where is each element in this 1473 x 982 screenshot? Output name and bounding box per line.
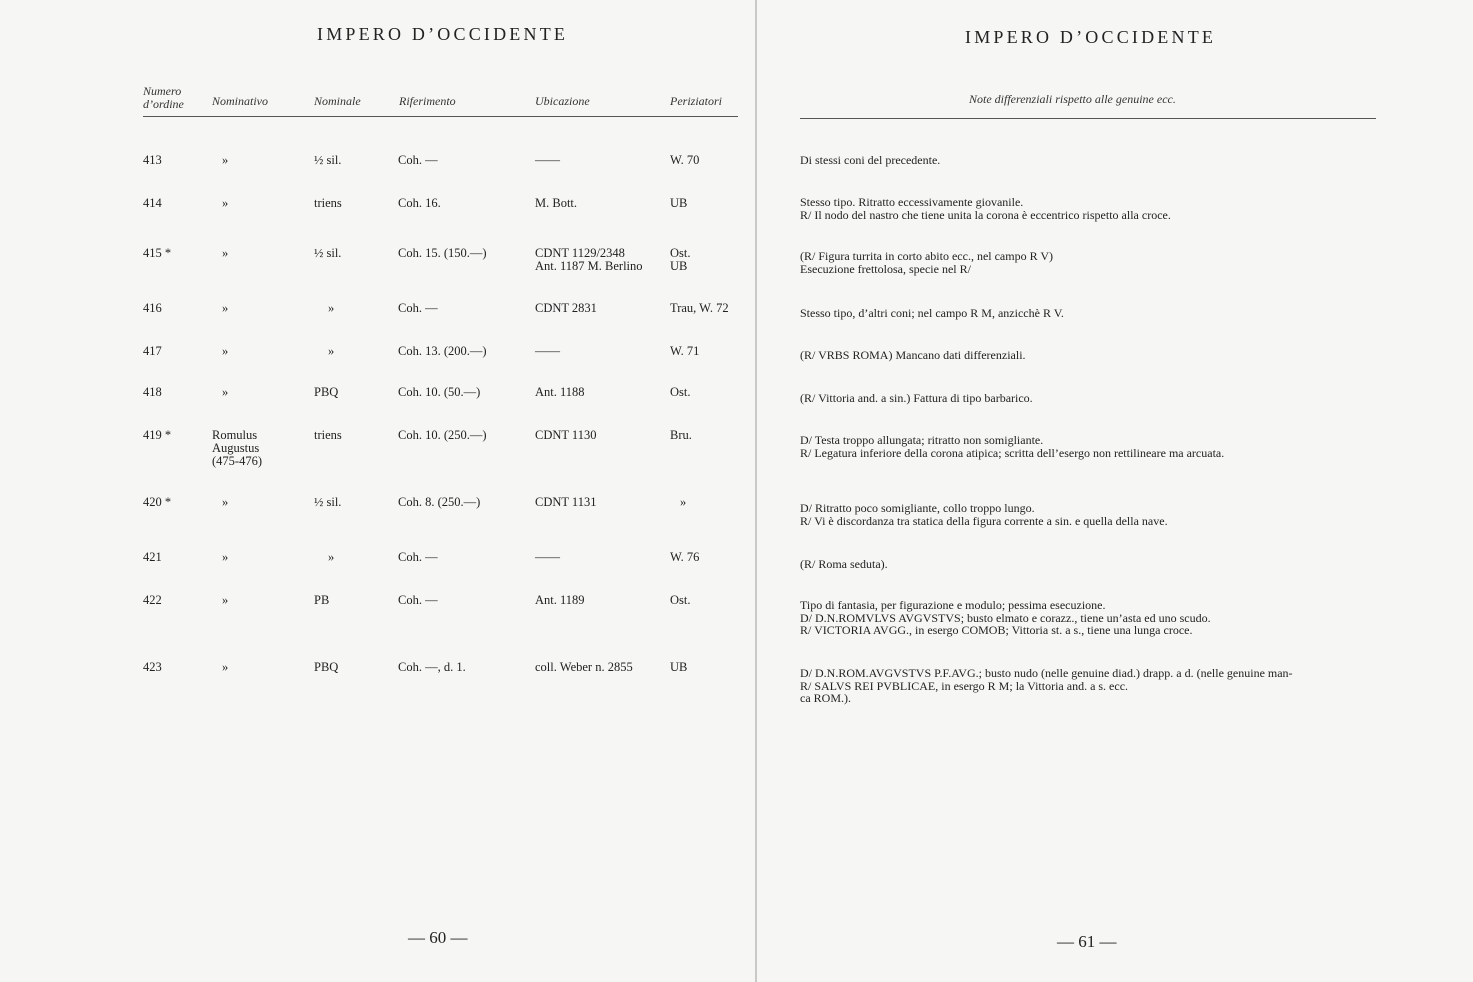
note-item: (R/ Vittoria and. a sin.) Fattura di tipo barbarico. <box>800 391 1033 405</box>
cell-experts: Ost. <box>670 593 691 607</box>
cell-reference: Coh. — <box>398 153 438 167</box>
header-rule <box>800 118 1376 119</box>
cell-location: CDNT 1130 <box>535 428 597 442</box>
cell-denomination: ½ sil. <box>314 246 342 260</box>
cell-location: CDNT 2831 <box>535 301 597 315</box>
cell-experts: Ost. <box>670 385 691 399</box>
cell-number: 413 <box>143 153 162 167</box>
cell-location: coll. Weber n. 2855 <box>535 660 633 674</box>
cell-name: Romulus Augustus (475-476) <box>212 428 262 468</box>
cell-number: 419 * <box>143 428 172 442</box>
cell-name: » <box>222 344 229 358</box>
cell-name: » <box>222 495 229 509</box>
cell-denomination: triens <box>314 196 342 210</box>
cell-location: M. Bott. <box>535 196 578 210</box>
cell-experts: W. 70 <box>670 153 700 167</box>
cell-number: 423 <box>143 660 162 674</box>
running-head: IMPERO D’OCCIDENTE <box>965 27 1217 47</box>
note-item: (R/ VRBS ROMA) Mancano dati differenziali. <box>800 348 1026 362</box>
column-header-number: Numero d’ordine <box>143 84 184 111</box>
cell-reference: Coh. —, d. 1. <box>398 660 466 674</box>
page-number: — 60 — <box>408 928 468 947</box>
note-item: Tipo di fantasia, per figurazione e modulo; pessima esecuzione. D/ D.N.ROMVLVS AVGVSTVS; busto elmato e corazz., tiene un’asta ed uno scudo. R/ VICTORIA AVGG., in esergo COMOB; Vittoria st. a s., tiene una lunga croce. <box>800 598 1211 637</box>
cell-name: » <box>222 550 229 564</box>
cell-denomination: » <box>328 550 335 564</box>
cell-name: » <box>222 196 229 210</box>
column-header-experts: Periziatori <box>670 94 723 108</box>
cell-reference: Coh. 13. (200.—) <box>398 344 487 358</box>
column-header-reference: Riferimento <box>399 94 456 108</box>
cell-denomination: PBQ <box>314 385 339 399</box>
cell-experts: UB <box>670 196 688 210</box>
cell-location: —— <box>535 550 560 564</box>
cell-name: » <box>222 301 229 315</box>
cell-experts: Bru. <box>670 428 692 442</box>
cell-reference: Coh. — <box>398 550 438 564</box>
cell-reference: Coh. — <box>398 593 438 607</box>
note-item: D/ Ritratto poco somigliante, collo troppo lungo. R/ Vi è discordanza tra statica della figura corrente a sin. e quella della nave. <box>800 501 1168 528</box>
column-header-notes: Note differenziali rispetto alle genuine ecc. <box>969 92 1176 106</box>
note-item: Di stessi coni del precedente. <box>800 153 941 167</box>
cell-name: » <box>222 593 229 607</box>
cell-denomination: ½ sil. <box>314 153 342 167</box>
cell-number: 422 <box>143 593 162 607</box>
cell-reference: Coh. 15. (150.—) <box>398 246 487 260</box>
column-header-name: Nominativo <box>212 94 268 108</box>
cell-experts: UB <box>670 660 688 674</box>
cell-reference: Coh. 8. (250.—) <box>398 495 481 509</box>
right-page <box>757 0 1473 982</box>
page-number: — 61 — <box>1057 932 1117 951</box>
cell-reference: Coh. 16. <box>398 196 441 210</box>
cell-number: 416 <box>143 301 162 315</box>
note-item: (R/ Roma seduta). <box>800 557 888 571</box>
cell-number: 414 <box>143 196 162 210</box>
cell-reference: Coh. 10. (50.—) <box>398 385 481 399</box>
cell-location: —— <box>535 153 560 167</box>
note-item: Stesso tipo. Ritratto eccessivamente giovanile. R/ Il nodo del nastro che tiene unita la corona è eccentrico rispetto alla croce. <box>800 195 1171 222</box>
cell-denomination: » <box>328 344 335 358</box>
cell-location: —— <box>535 344 560 358</box>
cell-experts: W. 71 <box>670 344 700 358</box>
cell-experts: Trau, W. 72 <box>670 301 729 315</box>
cell-denomination: PB <box>314 593 330 607</box>
cell-number: 418 <box>143 385 162 399</box>
column-header-denomination: Nominale <box>314 94 361 108</box>
note-item: (R/ Figura turrita in corto abito ecc., nel campo R V) Esecuzione frettolosa, specie nel R/ <box>800 249 1054 276</box>
cell-experts: Ost. UB <box>670 246 691 273</box>
note-item: D/ D.N.ROM.AVGVSTVS P.F.AVG.; busto nudo (nelle genuine diad.) drapp. a d. (nelle genuine man- R/ SALVS REI PVBLICAE, in esergo R M; la Vittoria and. a s. ecc. ca ROM.). <box>800 666 1293 705</box>
cell-experts: » <box>680 495 687 509</box>
note-item: D/ Testa troppo allungata; ritratto non somigliante. R/ Legatura inferiore della corona atipica; scritta dell’esergo non rettilineare ma arcuata. <box>800 433 1225 460</box>
cell-experts: W. 76 <box>670 550 700 564</box>
running-head: IMPERO D’OCCIDENTE <box>317 24 569 44</box>
cell-name: » <box>222 153 229 167</box>
cell-number: 415 * <box>143 246 172 260</box>
cell-name: » <box>222 660 229 674</box>
cell-location: CDNT 1131 <box>535 495 597 509</box>
cell-name: » <box>222 385 229 399</box>
note-item: Stesso tipo, d’altri coni; nel campo R M, anzicchè R V. <box>800 306 1064 320</box>
cell-number: 420 * <box>143 495 172 509</box>
cell-name: » <box>222 246 229 260</box>
cell-reference: Coh. 10. (250.—) <box>398 428 487 442</box>
cell-number: 417 <box>143 344 162 358</box>
column-header-location: Ubicazione <box>535 94 590 108</box>
cell-location: Ant. 1188 <box>535 385 585 399</box>
cell-reference: Coh. — <box>398 301 438 315</box>
cell-denomination: » <box>328 301 335 315</box>
cell-location: CDNT 1129/2348 Ant. 1187 M. Berlino <box>535 246 643 273</box>
cell-denomination: triens <box>314 428 342 442</box>
cell-denomination: PBQ <box>314 660 339 674</box>
header-rule <box>143 116 738 117</box>
cell-number: 421 <box>143 550 162 564</box>
cell-location: Ant. 1189 <box>535 593 585 607</box>
cell-denomination: ½ sil. <box>314 495 342 509</box>
